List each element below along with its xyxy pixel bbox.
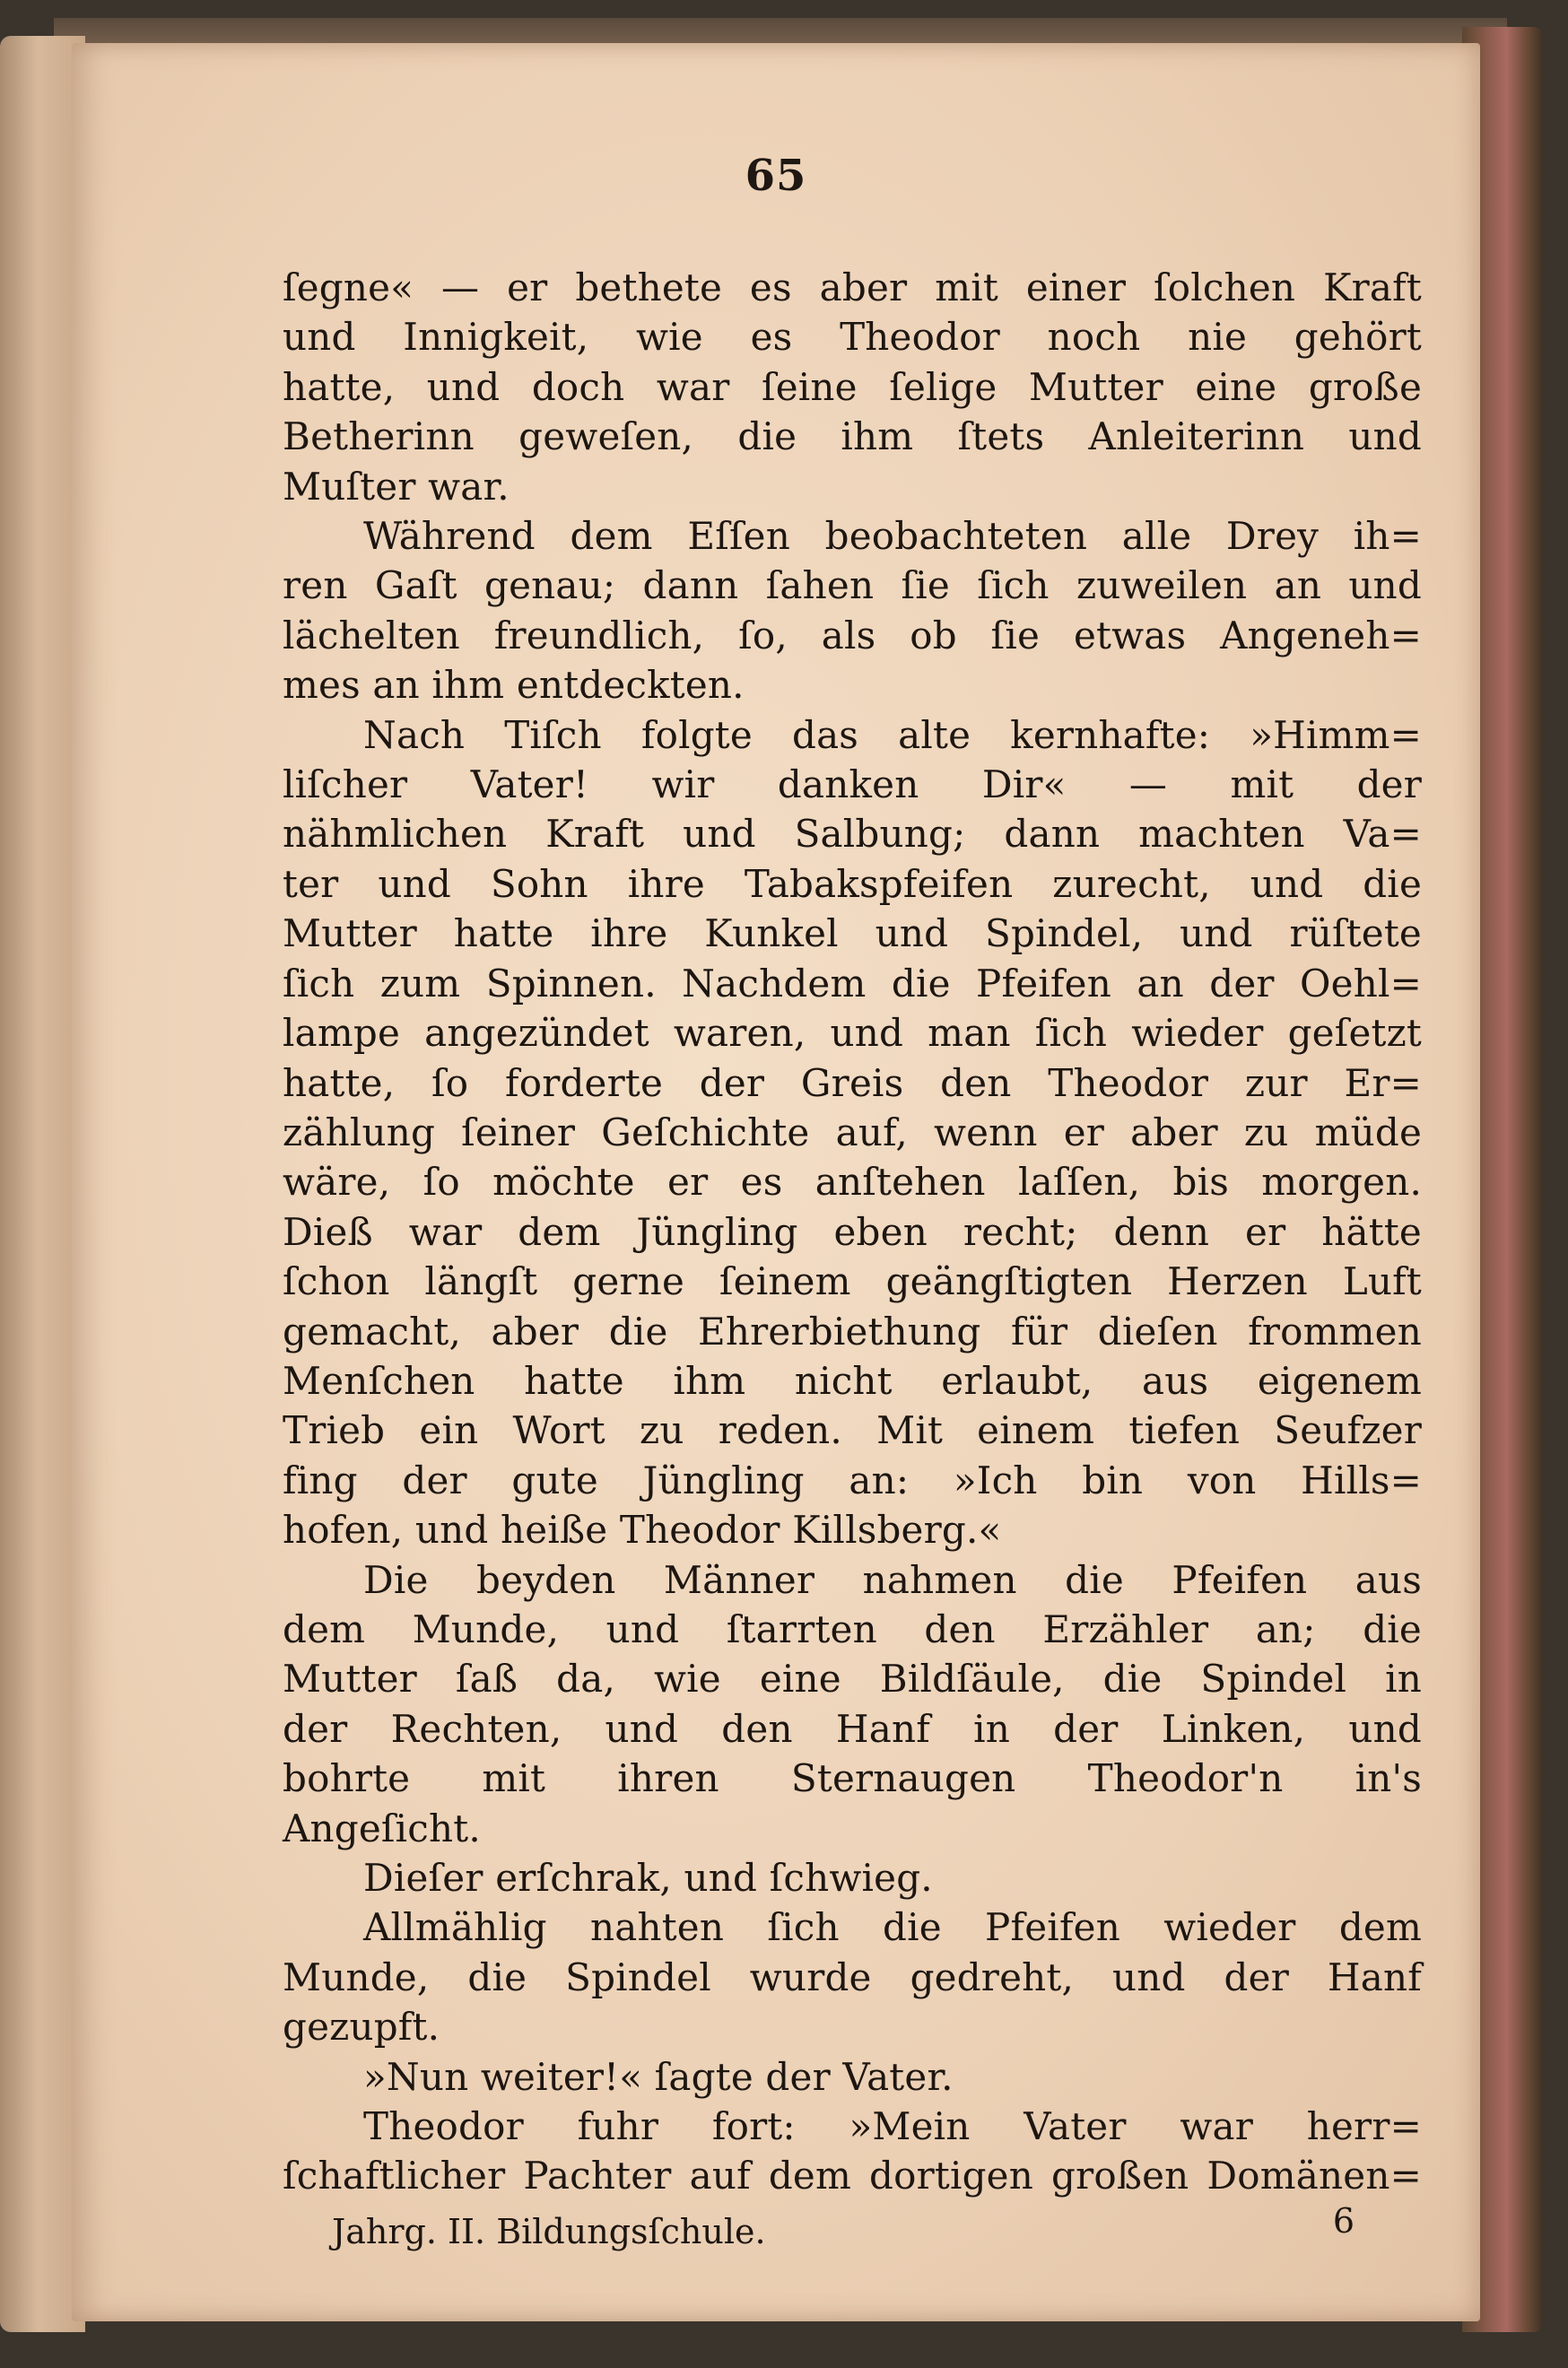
text-line: bohrte mit ihren Sternaugen Theodor'n in's (283, 1756, 1422, 1801)
text-line: ren Gaſt genau; dann ſahen ſie ſich zuweilen an und (283, 563, 1422, 608)
text-line: Die beyden Männer nahmen die Pfeifen aus (363, 1557, 1422, 1602)
text-line: lächelten freundlich, ſo, als ob ſie etwas Angeneh= (283, 613, 1422, 657)
text-line: Munde, die Spindel wurde gedreht, und der Hanf (283, 1954, 1422, 1999)
text-line: ſchon längſt gerne ſeinem geängſtigten Herzen Luft (283, 1259, 1422, 1304)
text-line: »Nun weiter!« ſagte der Vater. (363, 2054, 954, 2099)
book-page (72, 43, 1480, 2321)
text-line: Angeſicht. (283, 1806, 481, 1850)
sheet-number: 6 (1332, 2201, 1355, 2241)
text-line: dem Munde, und ſtarrten den Erzähler an; die (283, 1606, 1422, 1651)
text-line: lampe angezündet waren, und man ſich wieder geſetzt (283, 1011, 1422, 1056)
text-line: ſegne« — er bethete es aber mit einer ſolchen Kraft (283, 266, 1422, 309)
text-line: fing der gute Jüngling an: »Ich bin von Hills= (283, 1458, 1422, 1502)
text-line: liſcher Vater! wir danken Dir« — mit der (283, 762, 1422, 807)
text-line: ſchaftlicher Pachter auf dem dortigen großen Domänen= (283, 2154, 1422, 2198)
text-line: nähmlichen Kraft und Salbung; dann machten Va= (283, 812, 1422, 857)
text-line: Dieſer erſchrak, und ſchwieg. (363, 1856, 933, 1900)
text-line: gezupft. (283, 2005, 440, 2050)
text-line: wäre, ſo möchte er es anſtehen laſſen, bis morgen. (283, 1160, 1422, 1205)
text-line: der Rechten, und den Hanf in der Linken, und (283, 1706, 1422, 1751)
text-line: hatte, und doch war ſeine ſelige Mutter eine große (283, 364, 1422, 409)
text-line: und Innigkeit, wie es Theodor noch nie gehört (283, 315, 1422, 360)
text-line: Menſchen hatte ihm nicht erlaubt, aus eigenem (283, 1358, 1422, 1403)
text-line: Während dem Eſſen beobachteten alle Drey ih= (363, 514, 1422, 559)
body-text (283, 263, 1422, 2201)
text-line: zählung ſeiner Geſchichte auf, wenn er aber zu müde (283, 1110, 1422, 1154)
text-line: ter und Sohn ihre Tabakspfeifen zurecht, und die (283, 861, 1422, 906)
text-line: ſich zum Spinnen. Nachdem die Pfeifen an der Oehl= (283, 961, 1422, 1006)
text-line: Allmählig nahten ſich die Pfeifen wieder dem (363, 1905, 1422, 1950)
text-line: Trieb ein Wort zu reden. Mit einem tiefen Seufzer (283, 1408, 1422, 1453)
text-line: Mutter hatte ihre Kunkel und Spindel, und rüſtete (283, 911, 1422, 956)
text-line: Betherinn geweſen, die ihm ſtets Anleiterinn und (283, 414, 1422, 459)
text-line: Nach Tiſch folgte das alte kernhafte: »Himm= (363, 712, 1422, 757)
text-line: Theodor fuhr fort: »Mein Vater war herr= (363, 2104, 1422, 2149)
text-line: Dieß war dem Jüngling eben recht; denn er hätte (283, 1209, 1422, 1254)
text-line: Muſter war. (283, 464, 510, 509)
text-line: hofen, und heiße Theodor Killsberg.« (283, 1508, 1002, 1553)
text-line: hatte, ſo forderte der Greis den Theodor zur Er= (283, 1060, 1422, 1105)
text-line: mes an ihm entdeckten. (283, 663, 745, 708)
page-number: 65 (745, 151, 807, 201)
text-line: gemacht, aber die Ehrerbiethung für dieſen frommen (283, 1309, 1422, 1354)
printer-signature: Jahrg. II. Bildungsſchule. (332, 2212, 766, 2251)
text-line: Mutter ſaß da, wie eine Bildſäule, die Spindel in (283, 1657, 1422, 1702)
